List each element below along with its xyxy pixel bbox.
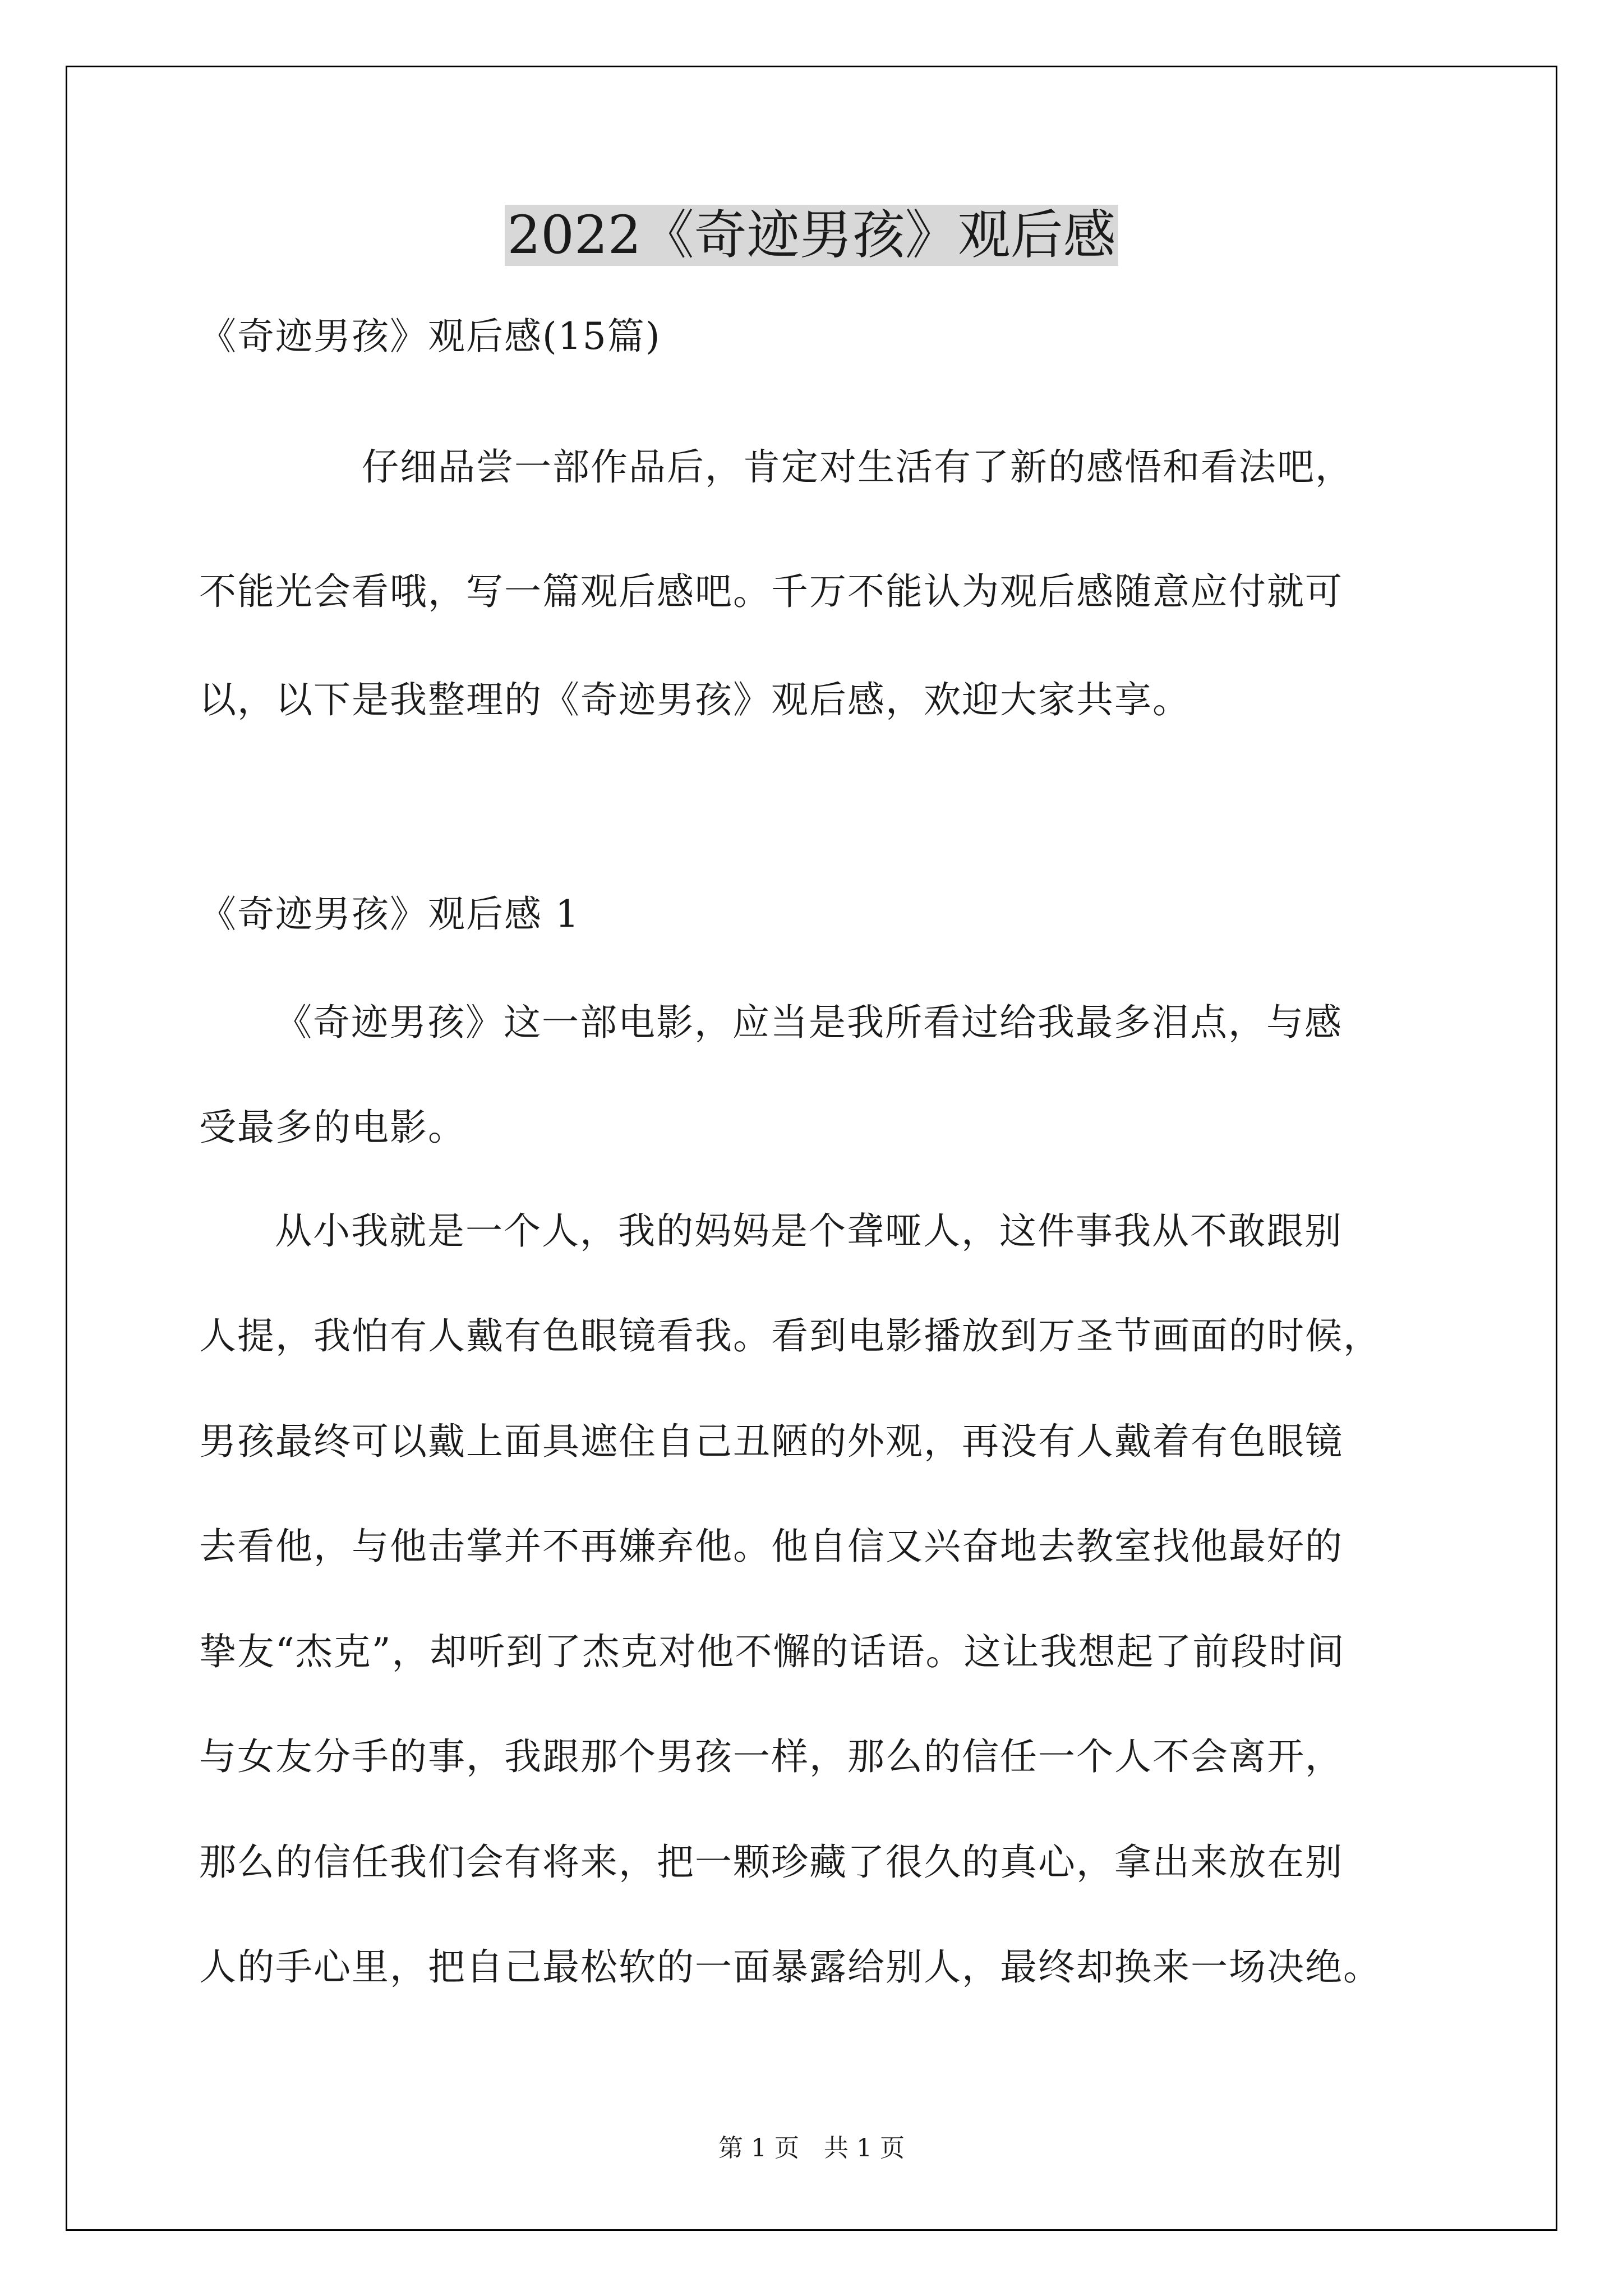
paragraph2-line-6: 与女友分手的事，我跟那个男孩一样，那么的信任一个人不会离开， xyxy=(199,1735,1343,1778)
paragraph2-line-7: 那么的信任我们会有将来，把一颗珍藏了很久的真心，拿出来放在别 xyxy=(199,1841,1343,1884)
paragraph2-line-8: 人的手心里，把自己最松软的一面暴露给别人，最终却换来一场决绝。 xyxy=(199,1945,1381,1989)
paragraph2-line-5: 挚友“杰克”，却听到了杰克对他不懈的话语。这让我想起了前段时间 xyxy=(199,1630,1345,1673)
document-title xyxy=(0,199,1623,272)
intro-line-3: 以，以下是我整理的《奇迹男孩》观后感，欢迎大家共享。 xyxy=(199,678,1191,721)
intro-line-2: 不能光会看哦，写一篇观后感吧。千万不能认为观后感随意应付就可 xyxy=(199,570,1343,613)
paragraph1-line-1: 《奇迹男孩》这一部电影，应当是我所看过给我最多泪点，与感 xyxy=(275,1001,1343,1044)
paragraph2-line-2: 人提，我怕有人戴有色眼镜看我。看到电影播放到万圣节画面的时候， xyxy=(199,1314,1381,1358)
intro-line-1: 仔细品尝一部作品后，肯定对生活有了新的感悟和看法吧， xyxy=(362,445,1353,489)
page-footer: 第 1 页 共 1 页 xyxy=(718,2134,905,2162)
paragraph2-line-3: 男孩最终可以戴上面具遮住自己丑陋的外观，再没有人戴着有色眼镜 xyxy=(199,1420,1343,1463)
paragraph2-line-1: 从小我就是一个人，我的妈妈是个聋哑人，这件事我从不敢跟别 xyxy=(275,1209,1343,1253)
paragraph1-line-2: 受最多的电影。 xyxy=(199,1106,466,1149)
section-heading: 《奇迹男孩》观后感 1 xyxy=(199,892,580,936)
document-subtitle: 《奇迹男孩》观后感(15篇) xyxy=(199,315,661,358)
document-title-text: 2022《奇迹男孩》观后感 xyxy=(505,205,1118,266)
paragraph2-line-4: 去看他，与他击掌并不再嫌弃他。他自信又兴奋地去教室找他最好的 xyxy=(199,1525,1343,1568)
